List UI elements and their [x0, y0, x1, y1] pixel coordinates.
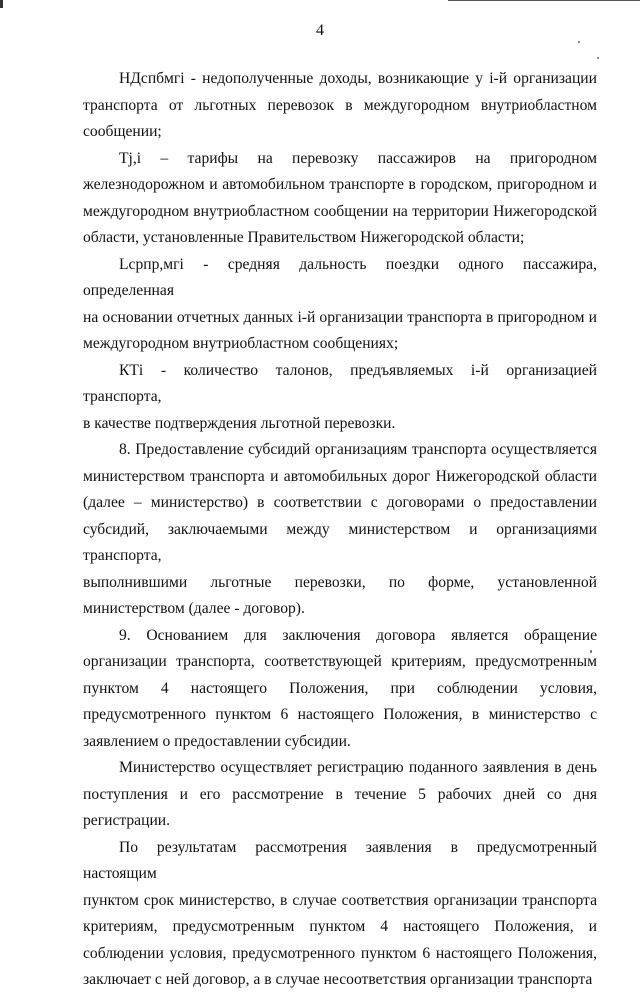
text-line: железнодорожном и автомобильном транспорте в городском, пригородном и — [83, 176, 597, 193]
paragraph — [83, 623, 597, 756]
text-line: транспорта от льготных перевозок в междугородном внутриобластном — [83, 96, 597, 114]
text-line: критериям, предусмотренным пунктом 4 настоящего Положения, и — [83, 918, 597, 935]
paragraph — [83, 146, 597, 252]
paragraph — [83, 437, 597, 623]
text-line: соблюдении условия, предусмотренного пунктом 6 настоящего Положения, — [83, 944, 597, 962]
text-line: пунктом срок министерство, в случае соответствия организации транспорта — [83, 891, 597, 909]
text-line: выполнившими льготные перевозки, по форме, установленной — [83, 573, 597, 591]
text-line: организации транспорта, соответствующей критериям, предусмотренным — [83, 653, 597, 670]
scan-speck — [578, 41, 580, 43]
scan-speck — [597, 57, 599, 59]
page-number: 4 — [316, 22, 324, 39]
scan-corner-mark — [0, 0, 3, 8]
text-line: субсидий, заключаемыми между министерством и организациями транспорта, — [83, 520, 597, 564]
text-line: Министерство осуществляет регистрацию поданного заявления в день — [119, 759, 597, 776]
scan-speck — [590, 650, 592, 653]
text-line: на основании отчетных данных i-й организации транспорта в пригородном и — [83, 308, 597, 326]
text-line: области, установленные Правительством Нижегородской области; — [83, 229, 525, 246]
paragraph — [83, 66, 597, 146]
text-line: НДспбмгi - недополученные доходы, возникающие у i-й организации — [119, 70, 597, 87]
paragraph — [83, 358, 597, 438]
text-line: в качестве подтверждения льготной перевозки. — [83, 414, 396, 432]
text-line: заключает с ней договор, а в случае несоответствия организации транспорта — [83, 971, 593, 988]
paragraph — [83, 252, 597, 358]
text-line: Tj,i – тарифы на перевозку пассажиров на пригородном — [119, 149, 597, 167]
text-line: заявлением о предоставлении субсидии. — [83, 732, 351, 750]
text-line: поступления и его рассмотрение в течение 5 рабочих дней со дня регистрации. — [83, 785, 597, 829]
text-line: КТi - количество талонов, предъявляемых i-й организацией транспорта, — [83, 361, 597, 405]
text-line: междугородном внутриобластном сообщениях; — [83, 335, 399, 352]
scan-edge-line — [448, 0, 640, 1]
text-line: (далее – министерство) в соответствии с договорами о предоставлении — [83, 494, 597, 511]
paragraph — [83, 755, 597, 835]
paragraph — [83, 835, 597, 994]
document-body — [83, 66, 597, 994]
text-line: пунктом 4 настоящего Положения, при соблюдении условия, — [83, 679, 597, 697]
text-line: Lсрпр,мгi - средняя дальность поездки одного пассажира, определенная — [83, 255, 597, 299]
text-line: 9. Основанием для заключения договора является обращение — [119, 626, 597, 644]
text-line: 8. Предоставление субсидий организациям транспорта осуществляется — [119, 441, 597, 458]
text-line: междугородном внутриобластном сообщении на территории Нижегородской — [83, 202, 597, 220]
text-line: предусмотренного пунктом 6 настоящего Положения, в министерство с — [83, 706, 597, 723]
text-line: министерством транспорта и автомобильных дорог Нижегородской области — [83, 467, 597, 485]
text-line: министерством (далее - договор). — [83, 600, 305, 617]
text-line: По результатам рассмотрения заявления в предусмотренный настоящим — [83, 838, 597, 882]
text-line: сообщении; — [83, 123, 162, 140]
